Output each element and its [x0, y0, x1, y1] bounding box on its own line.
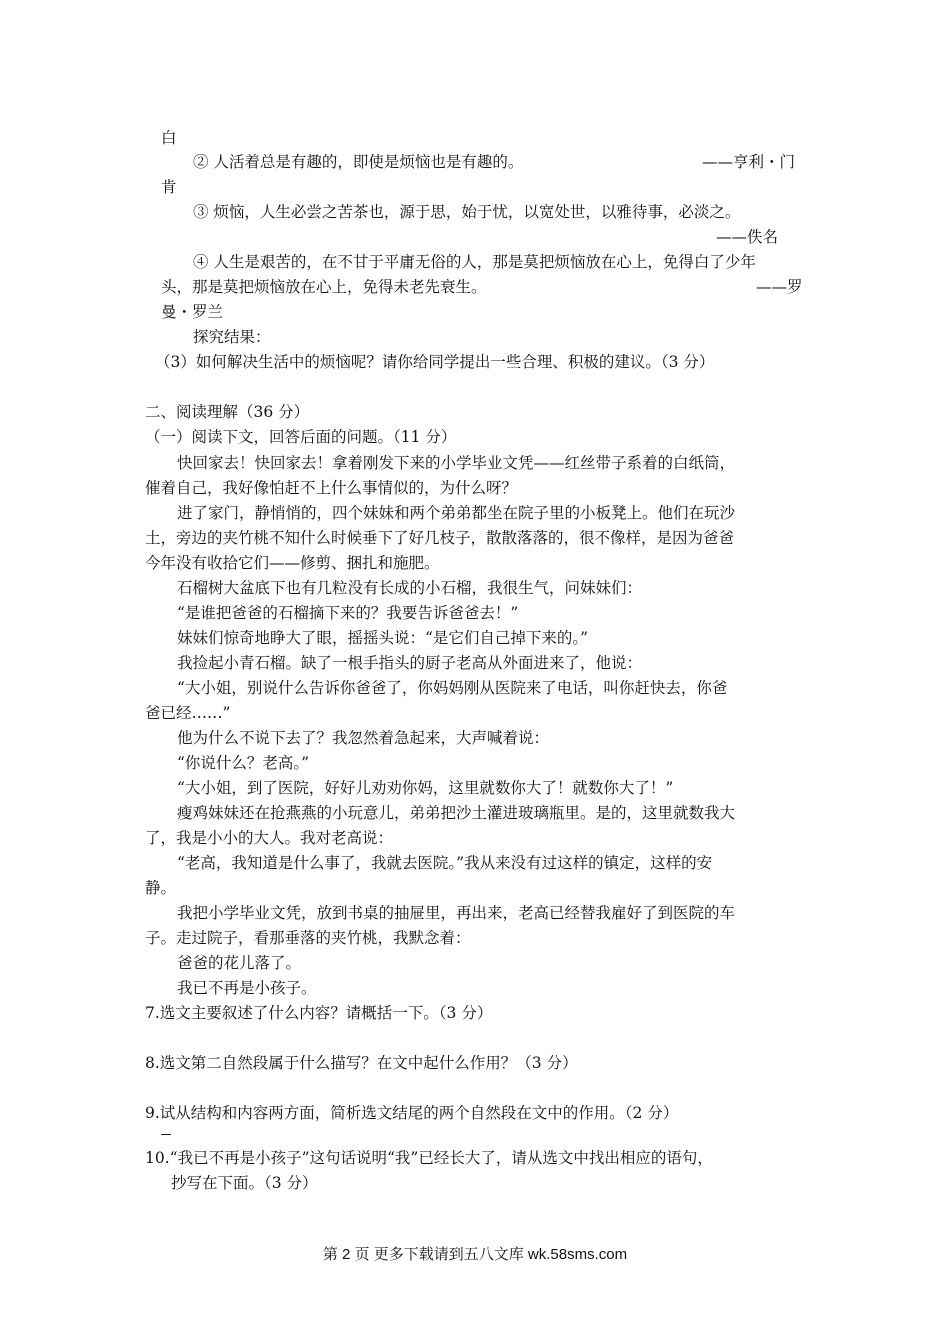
passage-line: 瘦鸡妹妹还在抢燕燕的小玩意儿，弟弟把沙土灌进玻璃瓶里。是的，这里就数我大	[177, 804, 736, 822]
passage-line: “老高，我知道是什么事了，我就去医院。”我从来没有过这样的镇定，这样的安	[177, 854, 713, 872]
quote-3-author: ——佚名	[716, 228, 779, 246]
passage-line: “是谁把爸爸的石榴摘下来的？我要告诉爸爸去！”	[177, 604, 519, 622]
question-3: （3）如何解决生活中的烦恼呢？请你给同学提出一些合理、积极的建议。（3 分）	[155, 353, 715, 371]
passage-line: 催着自己，我好像怕赶不上什么事情似的，为什么呀？	[145, 479, 518, 497]
question-10-line-2: 抄写在下面。（3 分）	[171, 1174, 318, 1192]
passage-line: 了，我是小小的大人。我对老高说：	[145, 829, 394, 847]
question-8: 8.选文第二自然段属于什么描写？在文中起什么作用？（3 分）	[145, 1054, 578, 1072]
passage-line: 静。	[145, 879, 177, 897]
answer-blank-line	[161, 1134, 171, 1135]
question-10-line-1: 10.“我已不再是小孩子”这句话说明“我”已经长大了，请从选文中找出相应的语句，	[145, 1149, 713, 1167]
passage-line: 他为什么不说下去了？我忽然着急起来，大声喊着说：	[177, 729, 550, 747]
page-footer: 第 2 页 更多下载请到五八文库 wk.58sms.com	[322, 1246, 628, 1263]
passage-line: “大小姐，别说什么告诉你爸爸了，你妈妈刚从医院来了电话，叫你赶快去，你爸	[177, 679, 728, 697]
quote-4-author-tail: 曼・罗兰	[161, 303, 224, 321]
quote-2-author-tail: 肯	[161, 178, 177, 196]
quote-1-tail: 白	[161, 129, 177, 147]
quote-4-author: ——罗	[756, 278, 803, 296]
question-9: 9.试从结构和内容两方面，简析选文结尾的两个自然段在文中的作用。（2 分）	[145, 1104, 679, 1122]
quote-2-author: ——亨利・门	[702, 153, 796, 171]
section-2-heading: 二、阅读理解（36 分）	[145, 403, 310, 421]
quote-2-text: ② 人活着总是有趣的，即使是烦恼也是有趣的。	[193, 153, 524, 171]
passage-line: 子。走过院子，看那垂落的夹竹桃，我默念着：	[145, 929, 471, 947]
subsection-1-heading: （一）阅读下文，回答后面的问题。（11 分）	[145, 428, 457, 446]
passage-line: 我把小学毕业文凭，放到书桌的抽屉里，再出来，老高已经替我雇好了到医院的车	[177, 904, 736, 922]
passage-line: 我捡起小青石榴。缺了一根手指头的厨子老高从外面进来了，他说：	[177, 654, 643, 672]
passage-line: “大小姐，到了医院，好好儿劝劝你妈，这里就数你大了！就数你大了！”	[177, 779, 674, 797]
passage-line: 石榴树大盆底下也有几粒没有长成的小石榴，我很生气，问妹妹们：	[177, 579, 643, 597]
passage-line: 妹妹们惊奇地睁大了眼，摇摇头说：“是它们自己掉下来的。”	[177, 629, 589, 647]
passage-line: 进了家门，静悄悄的，四个妹妹和两个弟弟都坐在院子里的小板凳上。他们在玩沙	[177, 504, 736, 522]
quote-3-text: ③ 烦恼，人生必尝之苦茶也，源于思，始于忧，以宽处世，以雅待事，必淡之。	[193, 203, 741, 221]
passage-line: 爸已经……”	[145, 704, 231, 722]
passage-line: 爸爸的花儿落了。	[177, 954, 302, 972]
passage-line: 今年没有收拾它们——修剪、捆扎和施肥。	[145, 554, 440, 572]
result-label: 探究结果：	[193, 328, 271, 346]
passage-line: 我已不再是小孩子。	[177, 979, 317, 997]
passage-line: 土，旁边的夹竹桃不知什么时候垂下了好几枝子，散散落落的，很不像样，是因为爸爸	[145, 529, 735, 547]
passage-line: “你说什么？老高。”	[177, 754, 310, 772]
question-7: 7.选文主要叙述了什么内容？请概括一下。（3 分）	[145, 1004, 493, 1022]
quote-4-line-1: ④ 人生是艰苦的，在不甘于平庸无俗的人，那是莫把烦恼放在心上，免得白了少年	[193, 253, 756, 271]
passage-line: 快回家去！快回家去！拿着刚发下来的小学毕业文凭——红丝带子系着的白纸筒，	[177, 454, 736, 472]
quote-4-line-2: 头，那是莫把烦恼放在心上，免得未老先衰生。	[161, 278, 487, 296]
